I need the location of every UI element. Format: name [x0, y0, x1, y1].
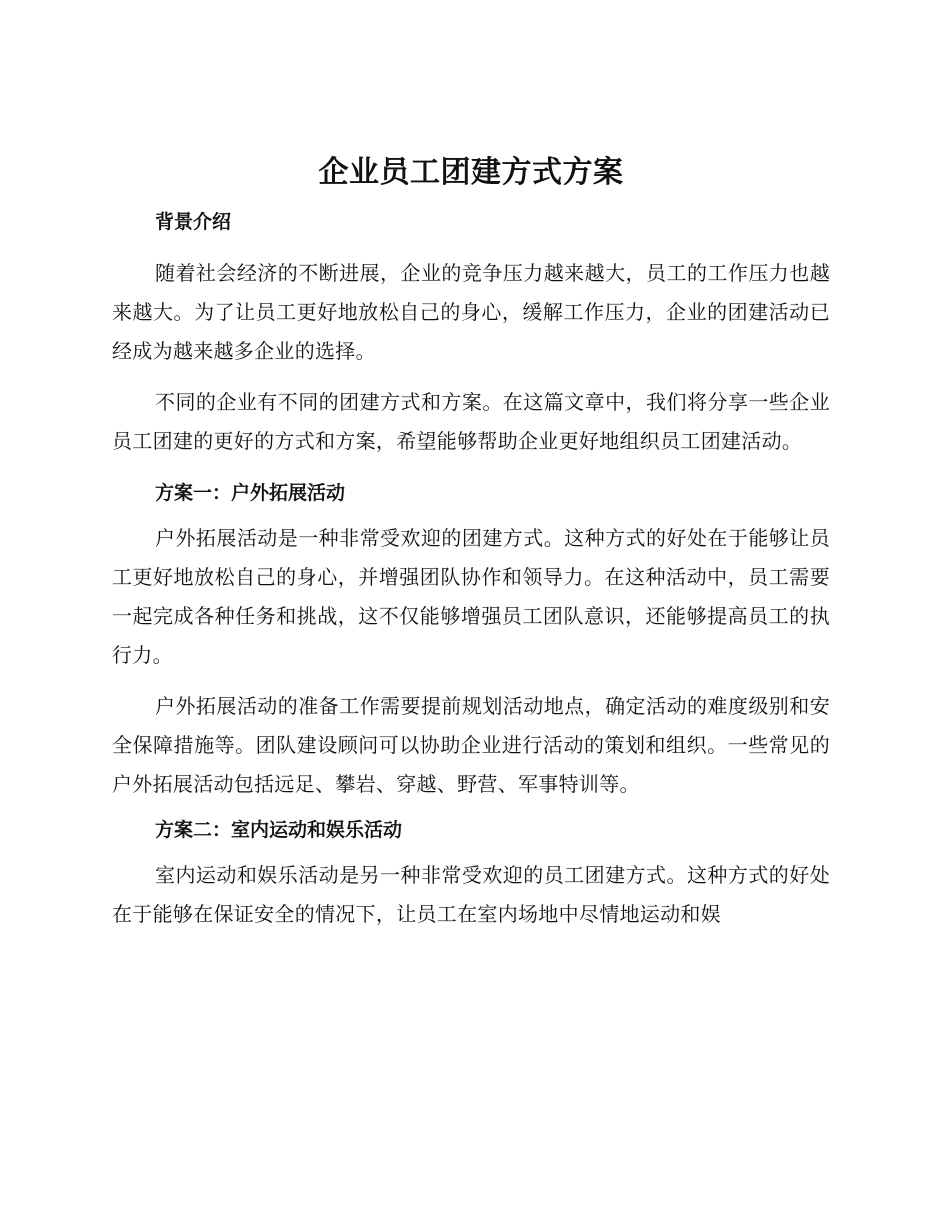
section-plan-one — [112, 479, 830, 804]
paragraph: 不同的企业有不同的团建方式和方案。在这篇文章中，我们将分享一些企业员工团建的更好的方式和方案，希望能够帮助企业更好地组织员工团建活动。 — [112, 390, 830, 453]
paragraph: 户外拓展活动的准备工作需要提前规划活动地点，确定活动的难度级别和安全保障措施等。团队建设顾问可以协助企业进行活动的策划和组织。一些常见的户外拓展活动包括远足、攀岩、穿越、野营、军事特训等。 — [112, 694, 830, 796]
section-background — [112, 208, 830, 461]
document-title: 企业员工团建方式方案 — [318, 155, 624, 190]
section-heading: 背景介绍 — [155, 211, 232, 233]
section-heading: 方案一：户外拓展活动 — [155, 482, 346, 504]
section-heading: 方案二：室内运动和娱乐活动 — [155, 819, 403, 841]
paragraph: 户外拓展活动是一种非常受欢迎的团建方式。这种方式的好处在于能够让员工更好地放松自己的身心，并增强团队协作和领导力。在这种活动中，员工需要一起完成各种任务和挑战，这不仅能够增强员工团队意识，还能够提高员工的执行力。 — [112, 526, 830, 667]
document-body — [112, 150, 830, 946]
section-plan-two — [112, 816, 830, 934]
paragraph: 室内运动和娱乐活动是另一种非常受欢迎的员工团建方式。这种方式的好处在于能够在保证安全的情况下，让员工在室内场地中尽情地运动和娱 — [112, 863, 830, 926]
paragraph: 随着社会经济的不断进展，企业的竞争压力越来越大，员工的工作压力也越来越大。为了让员工更好地放松自己的身心，缓解工作压力，企业的团建活动已经成为越来越多企业的选择。 — [112, 261, 830, 363]
